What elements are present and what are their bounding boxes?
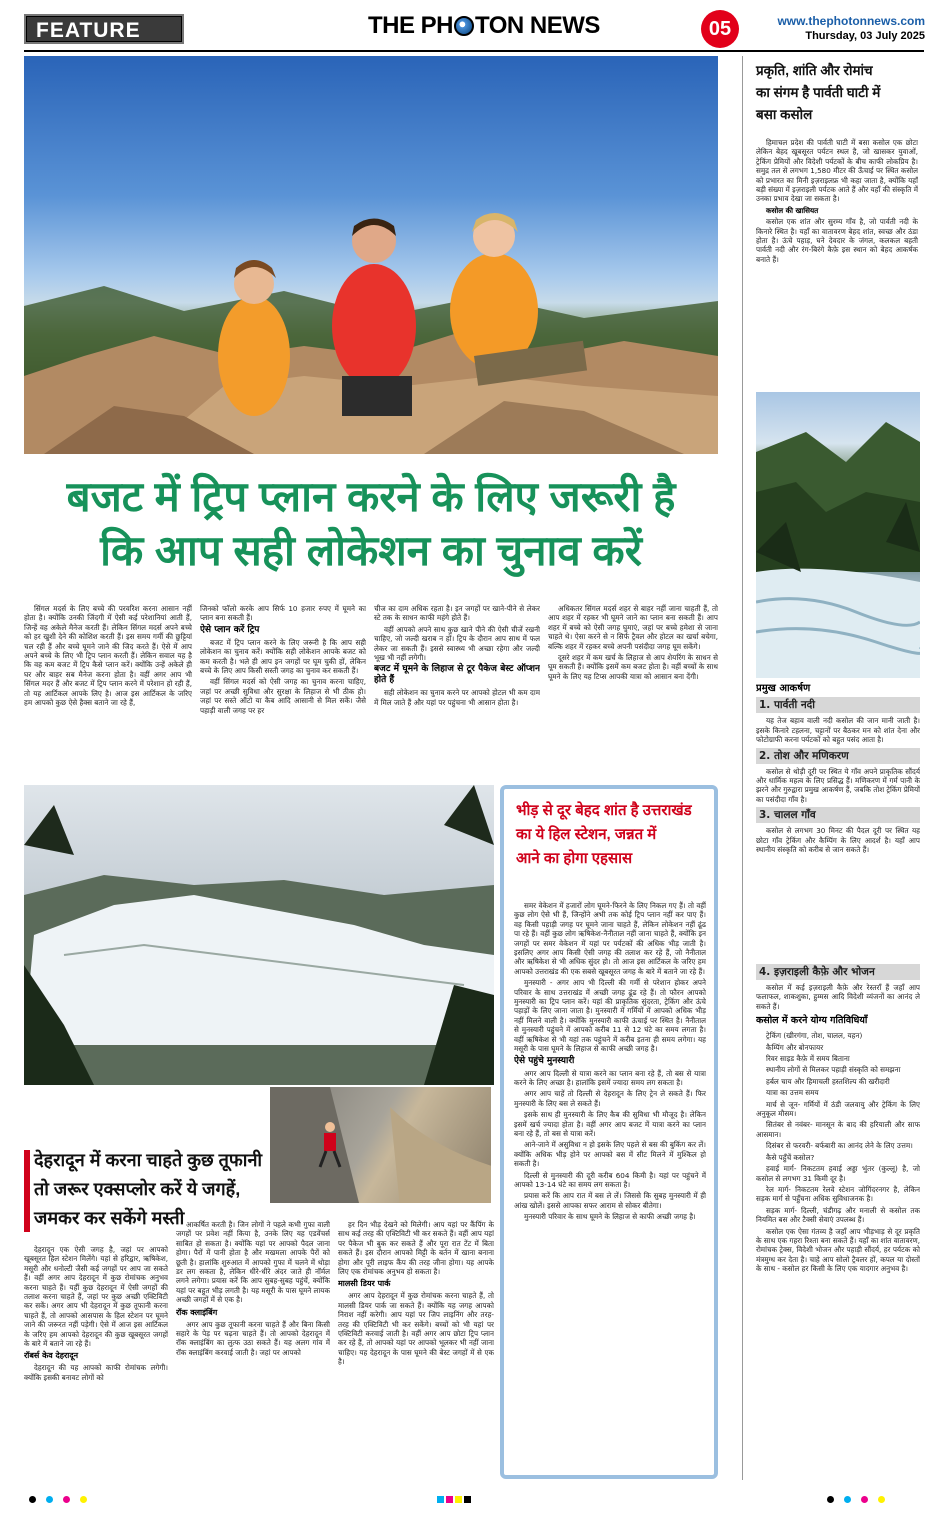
- uttarakhand-p1: समर वेकेशन में हजारों लोग घूमने-फिरने के लिए निकल गए हैं। तो वहीं कुछ लोग ऐसे भी हैं, जिन्होंने अभी तक कोई ट्रिप प्लान नहीं कर पाए हैं। वह किसी पहाड़ी जगह पर घूमने जाना चाहते हैं, लेकिन लोकेशन नहीं ढूंढ पा रहे हैं। वहीं कुछ लोग ऋषिकेश-नैनीताल नहीं जाना चाहते हैं, क्योंकि इन जगहों पर समर वेकेशन में यहां पर पर्यटकों की अधिक भीड़ जाती है। इसलिए अगर आप किसी ऐसी जगह की तलाश कर रहे हैं, जो नैनीताल और ऋषिकेश से भी अधिक सुंदर हो। तो आज इस आर्टिकल के जरिए हम आपको उत्तराखंड की एक सबसे खूबसूरत जगह के बारे में बताने जा रहे हैं।: [514, 901, 706, 976]
- activity-item: रिवर साइड कैफ़े में समय बिताना: [766, 1054, 850, 1064]
- registration-dots-right: [822, 1488, 890, 1507]
- uttarakhand-p5: इसके साथ ही मुनस्यारी के लिए कैब की सुविधा भी मौजूद है। लेकिन इसमें खर्च ज्यादा होता है। वहीं अगर आप बजट में यात्रा करने का प्लान बना रहे हैं, तो बस से यात्रा करें।: [514, 1110, 706, 1138]
- activity-item: हर्बल चाय और हिमाचली हस्तशिल्प की खरीदारी: [766, 1076, 890, 1086]
- section-label-text: FEATURE: [36, 19, 141, 42]
- activity-item: सितंबर से नवंबर- मानसून के बाद की हरियाली और साफ आसमान।: [756, 1120, 920, 1139]
- sidebar-headline-line3: बसा कसोल: [756, 107, 813, 122]
- activity-item: मार्च से जून- गर्मियों में ठंडी जलवायु और ट्रेकिंग के लिए अनुकूल मौसम।: [756, 1099, 920, 1119]
- dehradun-col1: [24, 1245, 168, 1479]
- main-col3-text-a: चीज का दाम अधिक रहता है। इन जगहों पर खाने-पीने से लेकर स्टे तक के साधन काफी महंगे होते हैं।: [374, 604, 540, 623]
- sidebar-feature-sub: कसोल की खासियत: [766, 205, 819, 215]
- activity-item: दिसंबर से फरवरी- बर्फबारी का आनंद लेने के लिए उत्तम।: [766, 1141, 913, 1151]
- sidebar-lower: [756, 964, 920, 1480]
- uttarakhand-box: [500, 785, 718, 1479]
- uttarakhand-p7: दिल्ली से मुनस्यारी की दूरी करीब 604 किमी है। यहां पर पहुंचने में आपको 13-14 घंटे का समय लग सकता है।: [514, 1170, 706, 1189]
- dehradun-col3: [338, 1220, 494, 1479]
- attraction-2-text: कसोल से थोड़ी दूरी पर स्थित ये गाँव अपने प्राकृतिक सौंदर्य और धार्मिक महत्व के लिए प्रसिद्ध हैं। मणिकरण में गर्म पानी के झरने और गुरुद्वारा प्रमुख आकर्षण हैं, जबकि तोश ट्रेकिंग प्रेमियों का पसंदीदा गाँव है।: [756, 766, 920, 804]
- hero-photo-scene: [24, 56, 718, 454]
- attraction-3-text: कसोल से लगभग 30 मिनट की पैदल दूरी पर स्थित यह छोटा गाँव ट्रेकिंग और कैम्पिंग के लिए आदर्श है। यहाँ आप स्थानीय संस्कृति को करीब से जान सकते हैं।: [756, 826, 920, 855]
- dehradun-col1-subhead: रॉबर्स केव देहरादून: [24, 1351, 79, 1361]
- uttarakhand-p3: अगर आप दिल्ली से यात्रा करने का प्लान बना रहे हैं, तो बस से यात्रा करने के लिए अच्छा है। हालांकि इसमें ज्यादा समय लग सकता है।: [514, 1068, 706, 1087]
- dehradun-col2-subhead: रॉक क्लाइंबिंग: [176, 1307, 218, 1317]
- activities-title: कसोल में करने योग्य गतिविधियाँ: [756, 1015, 868, 1027]
- sidebar-headline-line1: प्रकृति, शांति और रोमांच: [756, 63, 873, 78]
- main-col4-text-a: अधिकतर सिंगल मदर्स शहर से बाहर नहीं जाना चाहती हैं, तो आप शहर में रहकर भी घूमने जाने का प्लान बना सकती हैं। आप शहर में बच्चे को ऐसी जगह घुमाएं, जहां पर बच्चे हमेशा से जाना चाहते थे। ऐसा करने से न सिर्फ ट्रैवल और होटल का खर्चा बचेगा, बल्कि शहर में रहकर बच्चे अपनी पसंदीदा जगह घूम सकेंगे।: [548, 604, 718, 651]
- main-col3-subhead: बजट में घूमने के लिहाज से टूर पैकेज बेस्ट ऑप्शन होते हैं: [374, 664, 540, 686]
- attraction-1-text: यह तेज बहाव वाली नदी कसोल की जान मानी जाती है। इसके किनारे टहलना, चट्टानों पर बैठकर मन को शांत देना और फोटोग्राफी करना पर्यटकों को बहुत पसंद आता है।: [756, 716, 920, 745]
- dehradun-col2: [176, 1220, 330, 1479]
- dehradun-headline-line2: तो जरूर एक्सप्लोर करें ये जगहें,: [34, 1179, 241, 1199]
- uttarakhand-headline-line2: का ये हिल स्टेशन, जन्नत में: [516, 826, 657, 843]
- issue-date: Thursday, 03 July 2025: [805, 30, 925, 42]
- activity-item: कैसे पहुँचें कसोल?: [766, 1152, 815, 1162]
- activity-item: ट्रेकिंग (खीरगंगा, तोश, चालल, यहन): [766, 1031, 863, 1041]
- main-col3-text-c: सही लोकेशन का चुनाव करने पर आपको होटल भी कम दाम में मिल जाते हैं और यहां पर पहुंचना भी आसान होता है।: [374, 688, 540, 707]
- uttarakhand-p8: प्रयास करें कि आप रात में बस ले लें। जिससे कि सुबह मुनस्यारी में ही आंख खोलें। इससे आपका सफर आराम से सोकर बीतेगा।: [514, 1191, 706, 1210]
- main-headline: [24, 470, 718, 578]
- main-article-col3: [374, 604, 540, 764]
- attraction-4-text: कसोल में कई इज़राइली कैफ़े और रेस्तराँ हैं जहाँ आप फलाफल, शाकशुका, हुम्मस आदि विदेशी व्यंजनों का आनंद ले सकते हैं।: [756, 983, 920, 1011]
- uttarakhand-p6: आने-जाने में असुविधा न हो इसके लिए पहले से बस की बुकिंग कर लें। क्योंकि अधिक भीड़ होने पर आपको बस में सीट मिलने में मुश्किल हो सकती है।: [514, 1140, 706, 1169]
- page-number: 05: [708, 18, 732, 40]
- main-col2-subhead: ऐसे प्लान करें ट्रिप: [200, 624, 260, 635]
- uttarakhand-headline: [504, 789, 714, 877]
- attraction-4-title: 4. इज़राइली कैफ़े और भोजन: [756, 964, 920, 980]
- uttarakhand-subhead: ऐसे पहुंचे मुनस्यारी: [514, 1055, 575, 1066]
- parvati-river-photo: [756, 392, 920, 678]
- uttarakhand-body: [514, 901, 706, 1471]
- page-number-badge: [701, 10, 739, 48]
- dehradun-col3-subhead: मालसी डियर पार्क: [338, 1279, 391, 1289]
- sidebar-attractions: [756, 682, 920, 982]
- attraction-2-title: 2. तोश और मणिकरण: [756, 748, 920, 764]
- color-bar-center: [436, 1488, 472, 1507]
- attraction-3-title: 3. चालल गाँव: [756, 807, 920, 823]
- activity-item: कसोल एक ऐसा गंतव्य है जहाँ आप भीड़भाड़ से दूर प्रकृति के साथ एक गहरा रिश्ता बना सकते हैं। यहाँ का शांत वातावरण, रोमांचक ट्रेक्स, विदेशी भोजन और पहाड़ी सौंदर्य, हर पर्यटक को मंत्रमुग्ध कर देता है। चाहे आप सोलो ट्रैवलर हों, कपल या दोस्तों के साथ - कसोल हर किसी के लिए एक यादगार अनुभव है।: [756, 1226, 920, 1274]
- dehradun-col1-text: देहरादून एक ऐसी जगह है, जहां पर आपको खूबसूरत हिल स्टेशन मिलेंगे। यहां से हरिद्वार, ऋषिकेश, मसूरी और धनोल्टी जैसी कई जगहों पर आप जा सकते हैं। वहीं अगर आप देहरादून में कुछ रोमांचक अनुभव करना चाहते हैं। यहीं कुछ देहरादून में ऐसी जगहों की तलाश करना चाहते हैं, जहां पर कुछ अच्छी एक्टिविटी कर सकें। अगर आप भी देहरादून में कुछ तूफानी करना चाहते हैं, तो आपको आसपास के हिल स्टेशन पर घूमने जाने की जरूरत नहीं पड़ेगी। ऐसे में आज इस आर्टिकल के जरिए हम आपको देहरादून की कुछ खूबसूरत जगहों के बारे में बताने जा रहे हैं।: [24, 1245, 168, 1349]
- attraction-1-title: 1. पार्वती नदी: [756, 697, 920, 713]
- dehradun-col3-text: हर दिन भीड़ देखने को मिलेगी। आप यहां पर कैंपिंग के साथ कई तरह की एक्टिविटी भी कर सकते हैं। वहीं आप यहां पर पैकेज भी बुक कर सकते हैं और पूरा रात टेंट में बिता सकते हैं। इस दौरान आपको मिट्टी के बर्तन में खाना बनाना होगा और पूरी लाइफ कैंप की तरह जीना होगा। यह आपके लिए एक रोमांचक अनुभव हो सकता है।: [338, 1220, 494, 1277]
- dehradun-col2-text-b: अगर आप कुछ तूफानी करना चाहते हैं और बिना किसी सहारे के पेड़ पर चढ़ना चाहते हैं। तो आपको देहरादून में रॉक क्लाइंबिंग का लुत्फ उठा सकते हैं। यह अलग गांव में रॉक क्लाइंबिंग करवाई जाती है। जहां पर आपको: [176, 1319, 330, 1357]
- main-article-col1: [24, 604, 192, 764]
- rock-climbing-photo: [268, 1085, 493, 1205]
- activity-item: हवाई मार्ग- निकटतम हवाई अड्डा भुंतर (कुल्लू) है, जो कसोल से लगभग 31 किमी दूर है।: [756, 1164, 920, 1183]
- main-col3-text-b: वहीं आपको अपने साथ कुछ खाने पीने की ऐसी चीजें रखनी चाहिए, जो जल्दी खराब न हों। ट्रिप के दौरान आप साथ में फल लेकर जा सकती हैं। इससे स्वास्थ्य भी अच्छा रहेगा और जल्दी भूख भी नहीं लगेगी।: [374, 624, 540, 663]
- uttarakhand-p9: मुनस्यारी परिवार के साथ घूमने के लिहाज से काफी अच्छी जगह है।: [524, 1212, 696, 1222]
- globe-icon: [454, 16, 474, 36]
- main-col4-text-b: दूसरे शहर में कम खर्च के लिहाज से आप शेयरिंग के साधन से घूम सकती हैं। क्योंकि इसमें कम बजट होता है। वहीं बच्चों के साथ घूमने के लिए यह टिप्स आपकी यात्रा को आसान बना देंगी।: [548, 653, 718, 681]
- activity-item: स्थानीय लोगों से मिलकर पहाड़ी संस्कृति को समझना: [766, 1065, 901, 1075]
- river-valley-scene: [756, 392, 920, 678]
- dehradun-headline-line3: जमकर कर सकेंगे मस्ती: [34, 1208, 185, 1228]
- sidebar-headline-line2: का संगम है पार्वती घाटी में: [756, 85, 881, 100]
- uttarakhand-p4: अगर आप चाहें तो दिल्ली से देहरादून के लिए ट्रेन ले सकते हैं। फिर मुनस्यारी के लिए बस ले सकते हैं।: [514, 1089, 706, 1108]
- website-url[interactable]: www.thephotonnews.com: [777, 14, 925, 28]
- main-headline-line1: बजट में ट्रिप प्लान करने के लिए जरूरी है: [66, 473, 676, 520]
- main-article-col4: [548, 604, 718, 764]
- climber-scene: [270, 1087, 493, 1205]
- dehradun-col2-text: आकर्षित करती है। जिन लोगों ने पहले कभी गुफा वाली जगहों पर प्रवेश नहीं किया है, उनके लिए यह एडवेंचर्स साबित हो सकता है। क्योंकि यहां पर आपको पैदल जाना होगा। पैरों में पानी होता है और मखमला आपके पैरों को छूती है। हालांकि शुरुआत में आपको गुफा में चलने में थोड़ा डर लग सकता है, लेकिन धीरे-धीरे अंदर जाते ही नॉर्मल लगने लगेगा। प्रयास करें कि आप सुबह-सुबह पहुंचें, क्योंकि यहां पर बहुत भीड़ लगती है। यह मसूरी के पास घूमने लायक अच्छी जगहों में से एक है।: [176, 1220, 330, 1305]
- activity-item: यात्रा का उत्तम समय: [766, 1088, 819, 1098]
- activity-item: सड़क मार्ग- दिल्ली, चंडीगढ़ और मनाली से कसोल तक नियमित बस और टैक्सी सेवाएं उपलब्ध हैं।: [756, 1205, 920, 1225]
- main-col2-text-a: जिनको फॉलो करके आप सिर्फ 10 हजार रुपए में घूमने का प्लान बना सकती हैं।: [200, 604, 366, 623]
- sidebar-divider: [742, 56, 743, 1480]
- attractions-title: प्रमुख आकर्षण: [756, 683, 811, 694]
- registration-dots-left: [24, 1488, 92, 1507]
- activity-item: रेल मार्ग- निकटतम रेलवे स्टेशन जोगिंदरनगर है, लेकिन सड़क मार्ग से पहुँचना अधिक सुविधाजनक है।: [756, 1184, 920, 1204]
- uttarakhand-p2: मुनस्यारी - अगर आप भी दिल्ली की गर्मी से परेशान होकर अपने परिवार के साथ उत्तराखंड में अच्छी जगह ढूंढ रहे हैं। तो फौरन आपको मुनस्यारी का ट्रिप प्लान करें। यहां की प्राकृतिक सुंदरता, ट्रेकिंग और ऊंचे पहाड़ों के लिए जाना जाता है। मुनस्यारी में गर्मियों में आपको अधिक भीड़ नहीं मिलने वाली है। क्योंकि मुनस्यारी काफी ऊंचाई पर स्थित है। नैनीताल से मुनस्यारी पहुंचने में आपको करीब 11 से 12 घंटे का समय लगता है। वहीं ऋषिकेश से भी यहां तक पहुंचने में करीब इतना ही समय लगेगा। यह मसूरी के पास घूमने के लिहाज से काफी अच्छी जगह है।: [514, 978, 706, 1054]
- sidebar-intro-text: हिमाचल प्रदेश की पार्वती घाटी में बसा कसोल एक छोटा लेकिन बेहद खूबसूरत पर्यटन स्थल है, जो खासकर युवाओं, ट्रेकिंग प्रेमियों और विदेशी पर्यटकों के बीच काफी लोकप्रिय है। समुद्र तल से लगभग 1,580 मीटर की ऊँचाई पर स्थित कसोल को प्रभारत का मिनी इज़राइलफ्र भी कहा जाता है, क्योंकि यहाँ बड़ी संख्या में इज़राइली पर्यटक आते हैं और यहाँ की संस्कृति में उनका प्रभाव देखा जा सकता है।: [756, 138, 918, 204]
- section-label: [24, 14, 184, 44]
- sidebar-feature-text: कसोल एक शांत और सुरम्य गाँव है, जो पार्वती नदी के किनारे स्थित है। यहाँ का वातावरण बेहद शांत, स्वच्छ और ठंडा होता है। ऊंचे पहाड़, घने देवदार के जंगल, कलकल बहती पार्वती नदी और रंग-बिरंगे कैफ़े इस स्थान को बेहद आकर्षक बनाते हैं।: [756, 217, 918, 264]
- masthead-rule: [24, 50, 924, 52]
- main-col2-text-b: बजट में ट्रिप प्लान करने के लिए जरूरी है कि आप सही लोकेशन का चुनाव करें। क्योंकि सही लोकेशन आपके बजट को कम करती है। भले ही आप इन जगहों पर घूम चुकी हों, लेकिन बच्चे के लिए आप किसी सस्ती जगह का चुनाव कर सकती हैं।: [200, 637, 366, 676]
- hero-photo-hikers: [24, 56, 718, 454]
- masthead-title-left: THE PH: [368, 12, 454, 39]
- main-col2-text-c: वहीं सिंगल मदर्स को ऐसी जगह का चुनाव करना चाहिए, जहां पर अच्छी सुविधा और सुरक्षा के लिहाज से भी ठीक हो। जहां पर सस्ते ऑटो या कैब आदि आसानी से मिल सकें। जैसे पहाड़ी वाली जगह पर हर: [200, 677, 366, 715]
- uttarakhand-headline-line3: आने का होगा एहसास: [516, 850, 633, 867]
- activity-item: कैम्पिंग और बोनफायर: [766, 1042, 824, 1052]
- main-article-col2: [200, 604, 366, 764]
- uttarakhand-headline-line1: भीड़ से दूर बेहद शांत है उत्तराखंड: [516, 802, 692, 819]
- main-headline-line2: कि आप सही लोकेशन का चुनाव करें: [100, 527, 642, 574]
- dehradun-headline-line1: देहरादून में करना चाहते कुछ तूफानी: [34, 1150, 263, 1170]
- sidebar-headline: [756, 60, 924, 126]
- snowy-forest-photo: [24, 785, 494, 1085]
- sidebar-intro: [756, 138, 918, 388]
- masthead-title: [368, 12, 648, 46]
- dehradun-col1-text-b: देहरादून की यह आपको काफी रोमांचक लगेगी। क्योंकि इसकी बनावट लोगों को: [24, 1363, 168, 1382]
- dehradun-col3-text-b: अगर आप देहरादून में कुछ रोमांचक करना चाहते हैं, तो मालसी डियर पार्क जा सकते हैं। क्योंकि यह जगह आपको निराश नहीं करेगी। आप यहां पर जिप लाइनिंग और तरह-तरह की एक्टिविटी भी कर सकेंगे। बच्चों को भी यहां पर एक्टिविटी करवाई जाती है। वहीं अगर आप छोटा ट्रिप प्लान कर रहे हैं, तो आपको यहां पर आपको भूलकर भी नहीं जाना चाहिए। यह देहरादून के पास घूमने की बेस्ट जगहों में से एक है।: [338, 1291, 494, 1367]
- headline-accent-bar: [24, 1150, 30, 1232]
- masthead-title-right: TON NEWS: [475, 12, 600, 39]
- main-col1-text: सिंगल मदर्स के लिए बच्चे की परवरिश करना आसान नहीं होता है। क्योंकि उनकी जिंदगी में ऐसी कई परेशानियां आती हैं, जिन्हें वह अकेले मैनेज करती हैं। लेकिन सिंगल मदर्स अपने बच्चे को हर खुशी देने की कोशिश करती हैं। इस समय गर्मी की छुट्टियां चल रही हैं और बच्चे घूमने जाने की जिद करते हैं। ऐसे में आप अपने बच्चे के लिए भी ट्रिप प्लान करती हैं। लेकिन सवाल यह है कि वह कम बजट में ट्रिप कैसे प्लान करें। क्योंकि उन्हें अकेले ही घर और बाहर सब मैनेज करना होता है। वहीं अगर आप भी सिंगल मदर हैं और बजट में ट्रिप प्लान करने में परेशान हो रही हैं, तो यह आर्टिकल आपके लिए है। आज इस आर्टिकल के जरिए हम आपको कुछ ऐसे हैक्स बताने जा रहे हैं,: [24, 604, 192, 708]
- snowy-hills-scene: [24, 785, 494, 1085]
